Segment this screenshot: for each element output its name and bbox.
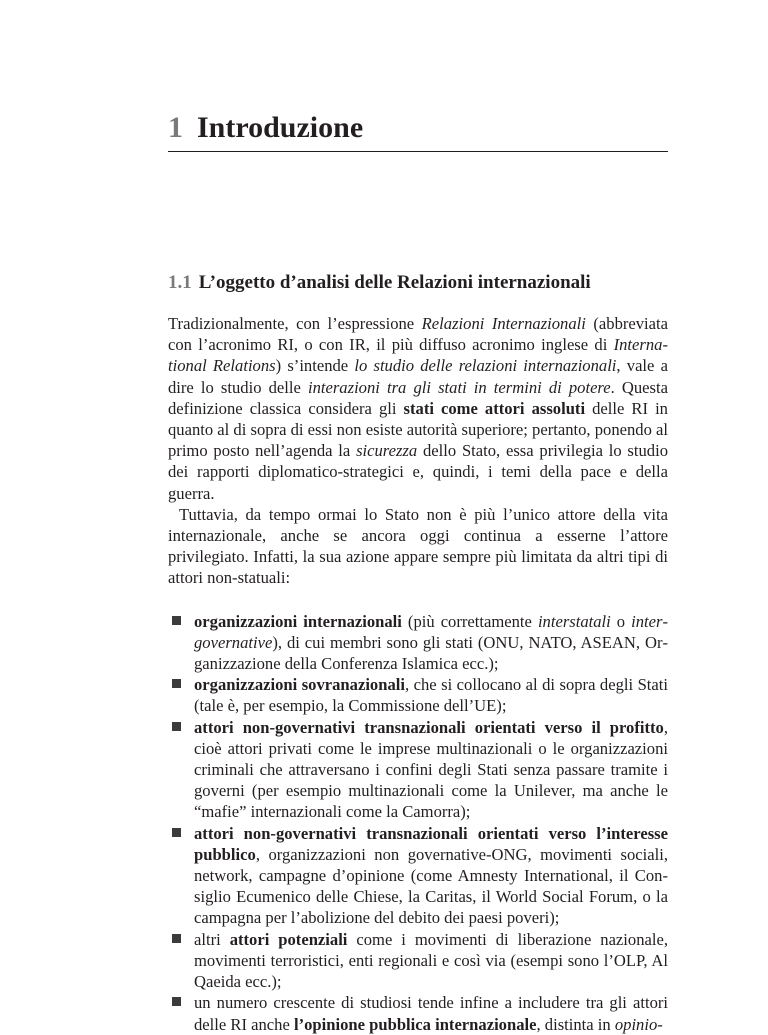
term-studio-relazioni: lo studio delle relazioni internazionali [354,356,617,376]
paragraph-1-text: , vale a dire lo studio delle [168,356,668,397]
section-title: L’oggetto d’analisi delle Relazioni internazionali [198,272,591,293]
list-item [168,929,668,993]
list-item [168,823,668,929]
list-item [168,611,668,675]
list-item-text: (più correttamente [401,611,538,631]
paragraph-1-text: (abbreviata con l’acronimo RI, o con IR, il più diffuso acronimo inglese di [168,314,669,355]
list-item-text: come i movimenti di liberazione nazionale, movimenti terroristici, enti regionali e così via (esempi sono l’OLP, Al Qaeida ecc.); [194,929,668,992]
paragraph-1 [168,313,668,504]
list-item-text: , che si collocano al di sopra degli Stati (tale è, per esempio, la Commissione dell’UE); [194,675,669,716]
term-relazioni-internazionali: Relazioni Internazionali [421,314,586,333]
paragraph-1-text: dello Stato, essa privilegia lo studio dei rapporti diplomatico-strategici e, quindi, i temi della pace e della guerra. [168,441,668,503]
body-text [168,313,668,1035]
square-bullet-icon [172,616,181,625]
paragraph-1-text: Tradizionalmente, con l’espressione [168,314,422,333]
list-item-term: organizzazioni internazionali [194,611,402,631]
list-item-text: un numero crescente di studiosi tende infine a includere tra gli attori delle RI anche [194,993,668,1034]
list-item-italic: opinio- [614,1014,663,1034]
actors-list [168,611,668,1035]
list-item-italic: intergovernative [194,611,669,652]
term-interazioni: interazioni tra gli stati in termini di potere [307,377,611,397]
list-item-term: l’opinione pubblica internazionale [293,1014,537,1034]
list-item-term: attori non-governativi transnazionali orientati verso l’interesse pubblico [194,823,668,864]
chapter-number: 1 [168,111,183,144]
list-item-text: , cioè attori privati come le imprese multinazionali o le organizzazioni criminali che attraversano i confini degli Stati senza passare tramite i governi (per esempio multinazionali come la Unilever, ma anche le “mafie” internazionali come la Camorra); [194,717,668,822]
section-heading [168,270,668,296]
chapter-title: Introduzione [197,111,364,144]
list-item [168,992,668,1034]
list-item-text: altri [194,929,230,949]
list-item-term: organizzazioni sovranazionali [194,675,405,695]
square-bullet-icon [172,722,181,731]
list-item-term: attori non-governativi transnazionali orientati verso il profitto [194,717,664,737]
list-item-text: o [610,611,632,631]
chapter-heading [168,108,668,148]
square-bullet-icon [172,679,181,688]
list-item-italic: interstatali [537,611,611,631]
paragraph-1-text: . Questa definizione classica considera gli [168,377,668,418]
term-sicurezza: sicurezza [356,441,418,461]
section-number: 1.1 [168,272,192,293]
list-item-term: attori potenziali [229,929,348,949]
list-item-text: , organizzazioni non governative-ONG, movimenti sociali, network, campagne d’opinione (come Amnesty International, il Consiglio Ecumenico delle Chiese, la Caritas, il World Social Forum, o la campagna per l’abolizione del debito dei paesi poveri); [194,844,668,928]
square-bullet-icon [172,934,181,943]
list-item [168,717,668,823]
square-bullet-icon [172,997,181,1006]
paragraph-1-text: ) s’intende [275,356,355,376]
paragraph-2: Tuttavia, da tempo ormai lo Stato non è più l’unico attore della vita internazionale, anche se ancora oggi continua a esserne l’attore privilegiato. Infatti, la sua azione appare sempre più limitata da altri tipi di attori non-statuali: [168,504,668,588]
list-item [168,674,668,716]
term-international-relations: International Relations [168,335,668,376]
term-stati-attori-assoluti: stati come attori assoluti [403,398,586,418]
chapter-rule [168,151,668,152]
list-item-text: ), di cui membri sono gli stati (ONU, NATO, ASEAN, Organizzazione della Conferenza Islamica ecc.); [194,632,668,674]
square-bullet-icon [172,828,181,837]
paragraph-1-text: delle RI in quanto al di sopra di essi non esiste autorità superiore; pertanto, ponendo al primo posto nell’agenda la [168,398,668,461]
list-item-text: , distinta in [536,1014,615,1034]
